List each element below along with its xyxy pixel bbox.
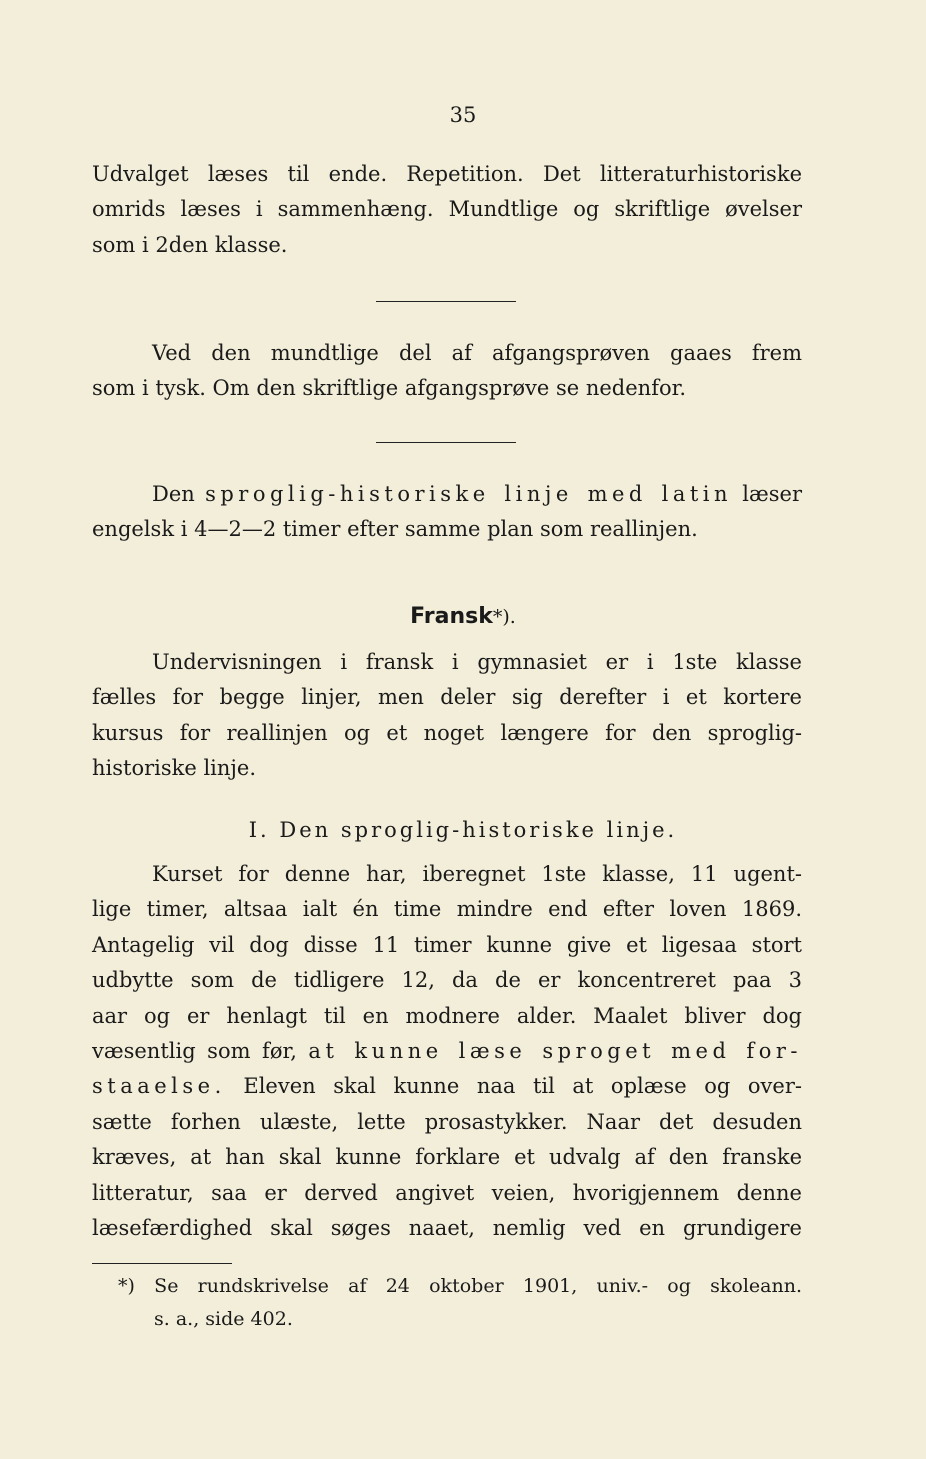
- section-heading: [0, 604, 926, 629]
- paragraph-1: [92, 157, 802, 263]
- subsection-heading: [0, 818, 926, 842]
- footnote-text: Se rundskrivelse af 24 oktober 1901, univ.- og skoleann.: [154, 1275, 802, 1297]
- text-run: læser: [742, 482, 802, 506]
- text-line: [92, 1034, 802, 1069]
- text-line: litteratur, saa er derved angivet veien, hvorigjennem denne: [92, 1180, 802, 1205]
- footnote-line: s. a., side 402.: [154, 1308, 293, 1330]
- text-line: Antagelig vil dog disse 11 timer kunne give et ligesaa stort: [92, 932, 802, 957]
- text-line: omrids læses i sammenhæng. Mundtlige og skriftlige øvelser: [92, 197, 802, 222]
- spaced-emphasis: staaelse.: [92, 1074, 226, 1099]
- paragraph-3: [92, 477, 802, 548]
- text-line: læsefærdighed skal søges naaet, nemlig ved en grundigere: [92, 1216, 802, 1241]
- spaced-emphasis: at kunne læse sproget med for-: [308, 1039, 802, 1064]
- text-line: [92, 1069, 802, 1104]
- text-run: væsentlig som før,: [92, 1039, 297, 1064]
- text-line: sætte forhen ulæste, lette prosastykker. Naar det desuden: [92, 1109, 802, 1134]
- section-divider: [376, 442, 516, 443]
- page-number: 35: [449, 103, 477, 127]
- footnote-mark: *): [118, 1275, 135, 1297]
- text-line: som i 2den klasse.: [92, 232, 288, 257]
- text-run: Eleven skal kunne naa til at oplæse og over-: [243, 1074, 802, 1099]
- text-line: aar og er henlagt til en modnere alder. Maalet bliver dog: [92, 1003, 802, 1028]
- text-line: udbytte som de tidligere 12, da de er koncentreret paa 3: [92, 968, 802, 993]
- text-line: fælles for begge linjer, men deler sig derefter i et kortere: [92, 685, 802, 710]
- text-line: kursus for reallinjen og et noget længere for den sproglig-: [92, 720, 802, 745]
- text-line: [92, 477, 802, 512]
- text-line: historiske linje.: [92, 756, 257, 781]
- paragraph-5: [92, 857, 802, 1246]
- footnote: [118, 1270, 802, 1336]
- footnote-divider: [92, 1263, 232, 1264]
- paragraph-2: [92, 336, 802, 407]
- text-line: som i tysk. Om den skriftlige afgangsprøve se nedenfor.: [92, 376, 687, 401]
- text-line: kræves, at han skal kunne forklare et udvalg af den franske: [92, 1145, 802, 1170]
- footnote-reference: *).: [492, 606, 516, 628]
- text-line: Kurset for denne har, iberegnet 1ste klasse, 11 ugent-: [152, 862, 802, 886]
- section-divider: [376, 301, 516, 302]
- text-line: Udvalget læses til ende. Repetition. Det litteraturhistoriske: [92, 162, 802, 186]
- text-line: Ved den mundtlige del af afgangsprøven gaaes frem: [152, 341, 802, 365]
- text-line: Undervisningen i fransk i gymnasiet er i 1ste klasse: [152, 650, 802, 674]
- subsection-numeral: I.: [248, 818, 270, 842]
- text-line: engelsk i 4—2—2 timer efter samme plan som reallinjen.: [92, 517, 698, 542]
- footnote-line: [118, 1270, 802, 1303]
- subsection-title: Den sproglig-historiske linje.: [279, 818, 678, 842]
- text-line: lige timer, altsaa ialt én time mindre end efter loven 1869.: [92, 897, 802, 922]
- spaced-emphasis: sproglig-historiske linje med latin: [205, 482, 733, 506]
- paragraph-4: [92, 645, 802, 787]
- heading-title: Fransk: [410, 604, 493, 629]
- text-run: Den: [152, 482, 195, 506]
